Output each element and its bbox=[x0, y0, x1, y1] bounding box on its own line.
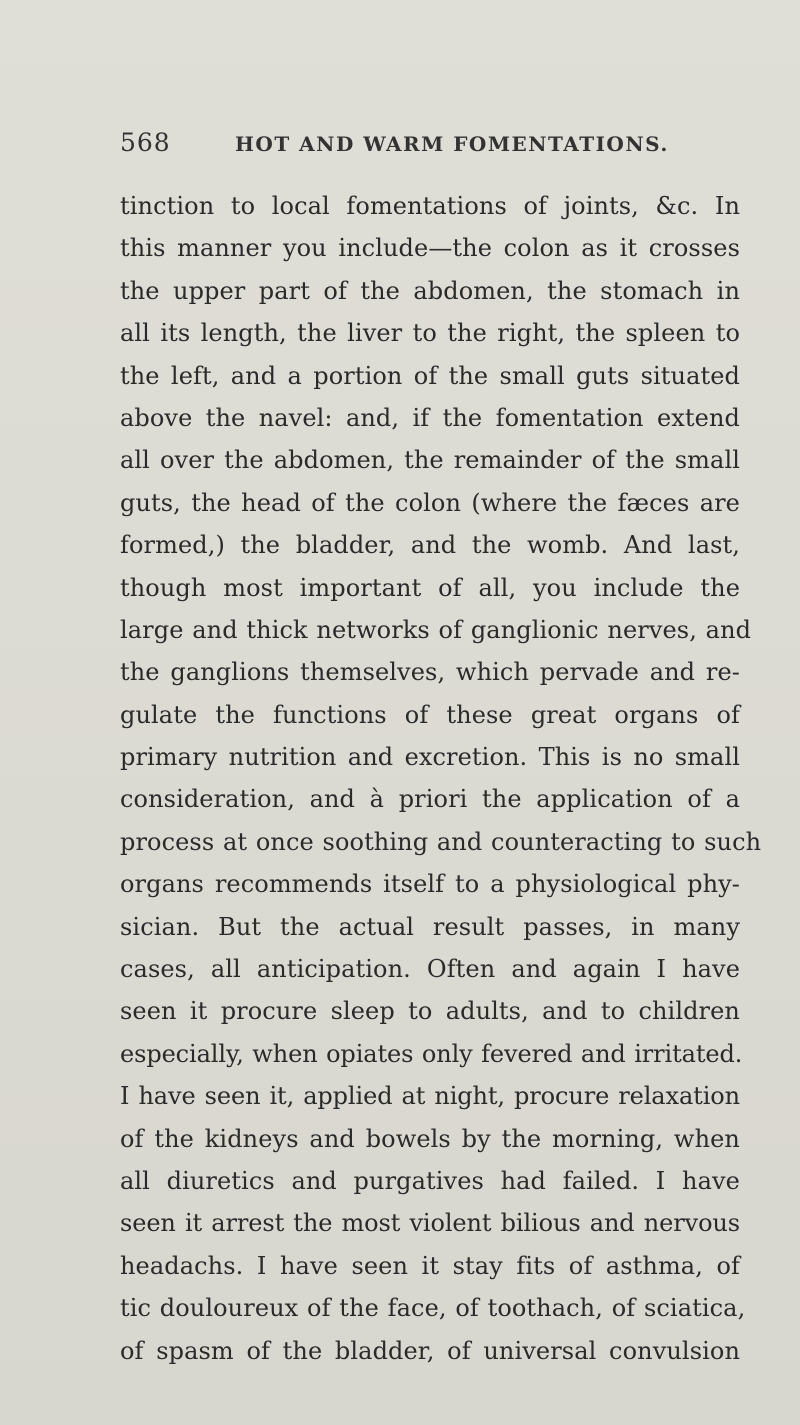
text-line: cases, all anticipation. Often and again I have bbox=[120, 955, 740, 984]
page-number: 568 bbox=[120, 128, 171, 157]
text-line: primary nutrition and excretion. This is no small bbox=[120, 743, 740, 772]
text-line: all over the abdomen, the remainder of the small bbox=[120, 446, 740, 475]
text-line: tic douloureux of the face, of toothach, of sciatica, bbox=[120, 1294, 746, 1323]
text-line: of spasm of the bladder, of universal convulsion bbox=[120, 1336, 740, 1365]
text-line: the ganglions themselves, which pervade and re- bbox=[120, 658, 740, 687]
text-line: this manner you include—the colon as it crosses bbox=[120, 234, 740, 263]
body-text bbox=[120, 185, 762, 1372]
text-line: large and thick networks of ganglionic nerves, and bbox=[120, 615, 752, 644]
text-line: organs recommends itself to a physiological phy- bbox=[120, 870, 740, 899]
text-line: seen it procure sleep to adults, and to children bbox=[120, 997, 740, 1026]
text-line: seen it arrest the most violent bilious and nervous bbox=[120, 1209, 740, 1238]
text-line: formed,) the bladder, and the womb. And last, bbox=[120, 531, 740, 560]
text-line: process at once soothing and counteracting to such bbox=[120, 827, 762, 856]
text-line: especially, when opiates only fevered and irritated. bbox=[120, 1039, 743, 1068]
text-line: I have seen it, applied at night, procure relaxation bbox=[120, 1082, 740, 1111]
text-line: consideration, and à priori the application of a bbox=[120, 785, 740, 814]
text-line: guts, the head of the colon (where the fæces are bbox=[120, 488, 740, 517]
text-line: sician. But the actual result passes, in many bbox=[120, 912, 740, 941]
text-line: the upper part of the abdomen, the stomach in bbox=[120, 276, 740, 305]
text-line: all its length, the liver to the right, the spleen to bbox=[120, 319, 740, 348]
text-line: tinction to local fomentations of joints, &c. In bbox=[120, 192, 740, 220]
text-line: of the kidneys and bowels by the morning, when bbox=[120, 1124, 740, 1153]
text-line: the left, and a portion of the small guts situated bbox=[120, 361, 740, 390]
text-line: above the navel: and, if the fomentation extend bbox=[120, 403, 740, 432]
page-header bbox=[120, 128, 740, 168]
text-line: all diuretics and purgatives had failed. I have bbox=[120, 1166, 740, 1195]
text-line: gulate the functions of these great organs of bbox=[120, 700, 740, 729]
text-line: headachs. I have seen it stay fits of asthma, of bbox=[120, 1251, 740, 1280]
running-head: HOT AND WARM FOMENTATIONS. bbox=[235, 132, 669, 156]
text-line: though most important of all, you include the bbox=[120, 573, 740, 602]
